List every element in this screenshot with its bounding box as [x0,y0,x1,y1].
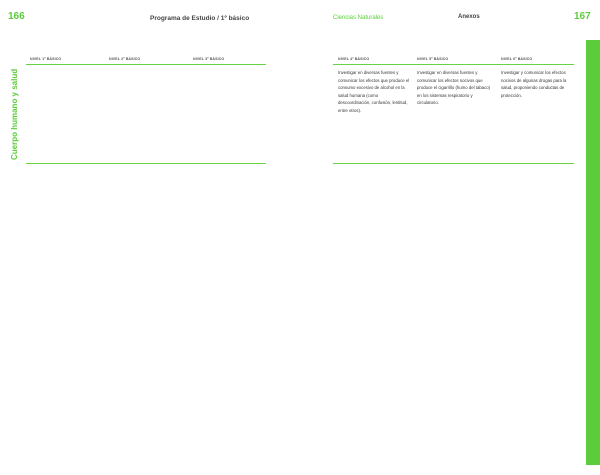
right-header-rule [333,64,574,65]
right-column-header-1: NIVEL 4º BÁSICO [338,57,370,61]
right-running-annex: Anexos [458,14,480,20]
right-column-header-3: NIVEL 6º BÁSICO [501,57,533,61]
section-label: Cuerpo humano y salud [10,68,19,160]
left-header-rule [26,64,266,65]
margin-color-band [586,40,600,465]
left-column-header-3: NIVEL 3º BÁSICO [193,57,225,61]
table-cell-level-4: Investigar en diversas fuentes y comunicar los efectos que produce el consumo excesivo de alcohol en la salud humana (como descoordinación, confusión, lentitud, entre otros). [338,70,410,113]
left-column-header-2: NIVEL 2º BÁSICO [109,57,141,61]
left-column-header-1: NIVEL 1º BÁSICO [30,57,62,61]
left-running-title: Programa de Estudio / 1º básico [150,15,250,22]
table-cell-level-6: Investigar y comunicar los efectos nocivos de algunas drogas para la salud, proponiendo conductas de protección. [501,70,567,98]
right-page-number: 167 [574,11,591,22]
right-running-subject: Ciencias Naturales [333,15,384,21]
left-page-number: 166 [8,11,25,22]
table-cell-level-5: Investigar en diversas fuentes y comunicar los efectos nocivos que produce el cigarrillo (humo del tabaco) en los sistemas respiratorio y circulatorio. [417,70,491,106]
left-bottom-rule [26,163,266,164]
right-bottom-rule [333,163,574,164]
right-column-header-2: NIVEL 5º BÁSICO [417,57,449,61]
